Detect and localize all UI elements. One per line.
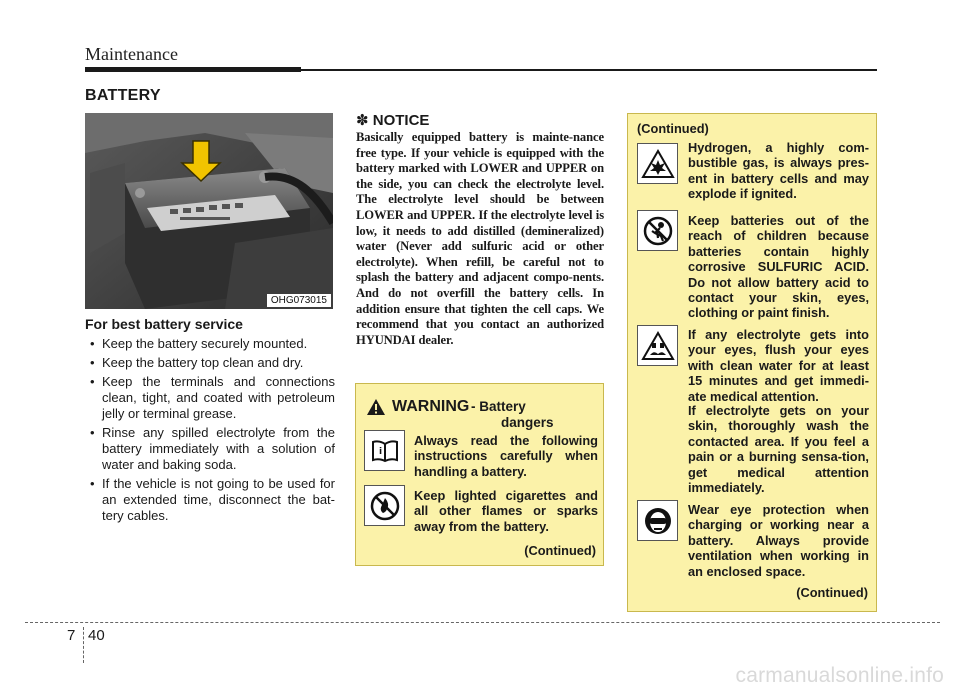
warning-triangle-icon (366, 398, 386, 416)
notice-title: ✽ NOTICE (356, 112, 430, 129)
continued-warning-box (627, 113, 877, 612)
warning-topic-line1: - Battery (471, 399, 526, 414)
watermark: carmanualsonline.info (735, 664, 944, 687)
warning-item-text: Keep lighted cigarettes and all other flames or sparks away from the battery. (414, 488, 598, 534)
page-number: 40 (88, 627, 105, 644)
list-item: • Keep the battery top clean and dry. (85, 355, 335, 371)
keep-away-children-icon (637, 210, 678, 251)
warning-item-text: If electrolyte gets on your skin, thoroughly wash the contacted area. If you feel a pain or a burning sensa-tion, get medical attention immediately. (688, 403, 869, 496)
warning-item-text: If any electrolyte gets into your eyes, flush your eyes with clean water for at least 15 minutes and get immedi-ate medical attention. (688, 327, 869, 404)
list-item: • Keep the terminals and connections clean, tight, and coated with petroleum jelly or terminal grease. (85, 374, 335, 422)
svg-text:i: i (378, 446, 382, 457)
warning-topic-line2: dangers (501, 415, 554, 430)
continued-label-bottom: (Continued) (796, 585, 868, 600)
warning-item-text: Always read the following instructions carefully when handling a battery. (414, 433, 598, 479)
explosion-hazard-icon (637, 143, 678, 184)
page-number-separator (83, 627, 84, 663)
no-flame-icon (364, 485, 405, 526)
section-name: Maintenance (85, 44, 178, 64)
battery-illustration (85, 113, 333, 309)
header-rule-thin (301, 69, 877, 71)
chapter-number: 7 (67, 627, 76, 644)
warning-item-text: Wear eye protection when charging or working near a battery. Always provide ventilation when working in an enclosed space. (688, 502, 869, 579)
header-rule-thick (85, 67, 301, 72)
battery-photo (85, 113, 333, 309)
notice-body: Basically equipped battery is mainte-nance free type. If your vehicle is equipped with the battery marked with LOWER and UPPER on the side, you can check the electrolyte level. The electrolyte level should be between LOWER and UPPER. If the electrolyte level is low, it needs to add distilled (demineralized) water (Never add sulfuric acid or other electrolyte). When refill, be careful not to splash the battery and adjacent compo-nents. And do not overfill the battery cells. In addition ensure that tighten the cell caps. We recommend that you contact an authorized HYUNDAI dealer. (356, 130, 604, 347)
warning-label: WARNING (392, 398, 470, 415)
corrosive-hazard-icon (637, 325, 678, 366)
eye-protection-icon (637, 500, 678, 541)
list-item: • Rinse any spilled electrolyte from the battery immediately with a solution of water and baking soda. (85, 425, 335, 473)
warning-item-text: Keep batteries out of the reach of children because batteries contain highly corrosive SULFURIC ACID. Do not allow battery acid to contact your skin, eyes, clothing or paint finish. (688, 213, 869, 321)
photo-code: OHG073015 (267, 294, 331, 307)
continued-label-top: (Continued) (637, 121, 709, 136)
warning-box (355, 383, 604, 566)
best-service-heading: For best battery service (85, 316, 243, 332)
list-item: • Keep the battery securely mounted. (85, 336, 335, 352)
list-item: • If the vehicle is not going to be used for an extended time, disconnect the bat-tery cables. (85, 476, 335, 524)
warning-topic (471, 399, 581, 431)
best-service-list (85, 336, 335, 527)
footer-divider (25, 622, 940, 623)
manual-book-icon (364, 430, 405, 471)
warning-item-text: Hydrogen, a highly com-bustible gas, is always pres-ent in battery cells and may explode if ignited. (688, 140, 869, 202)
continued-label: (Continued) (524, 543, 596, 558)
page-title: BATTERY (85, 87, 161, 104)
